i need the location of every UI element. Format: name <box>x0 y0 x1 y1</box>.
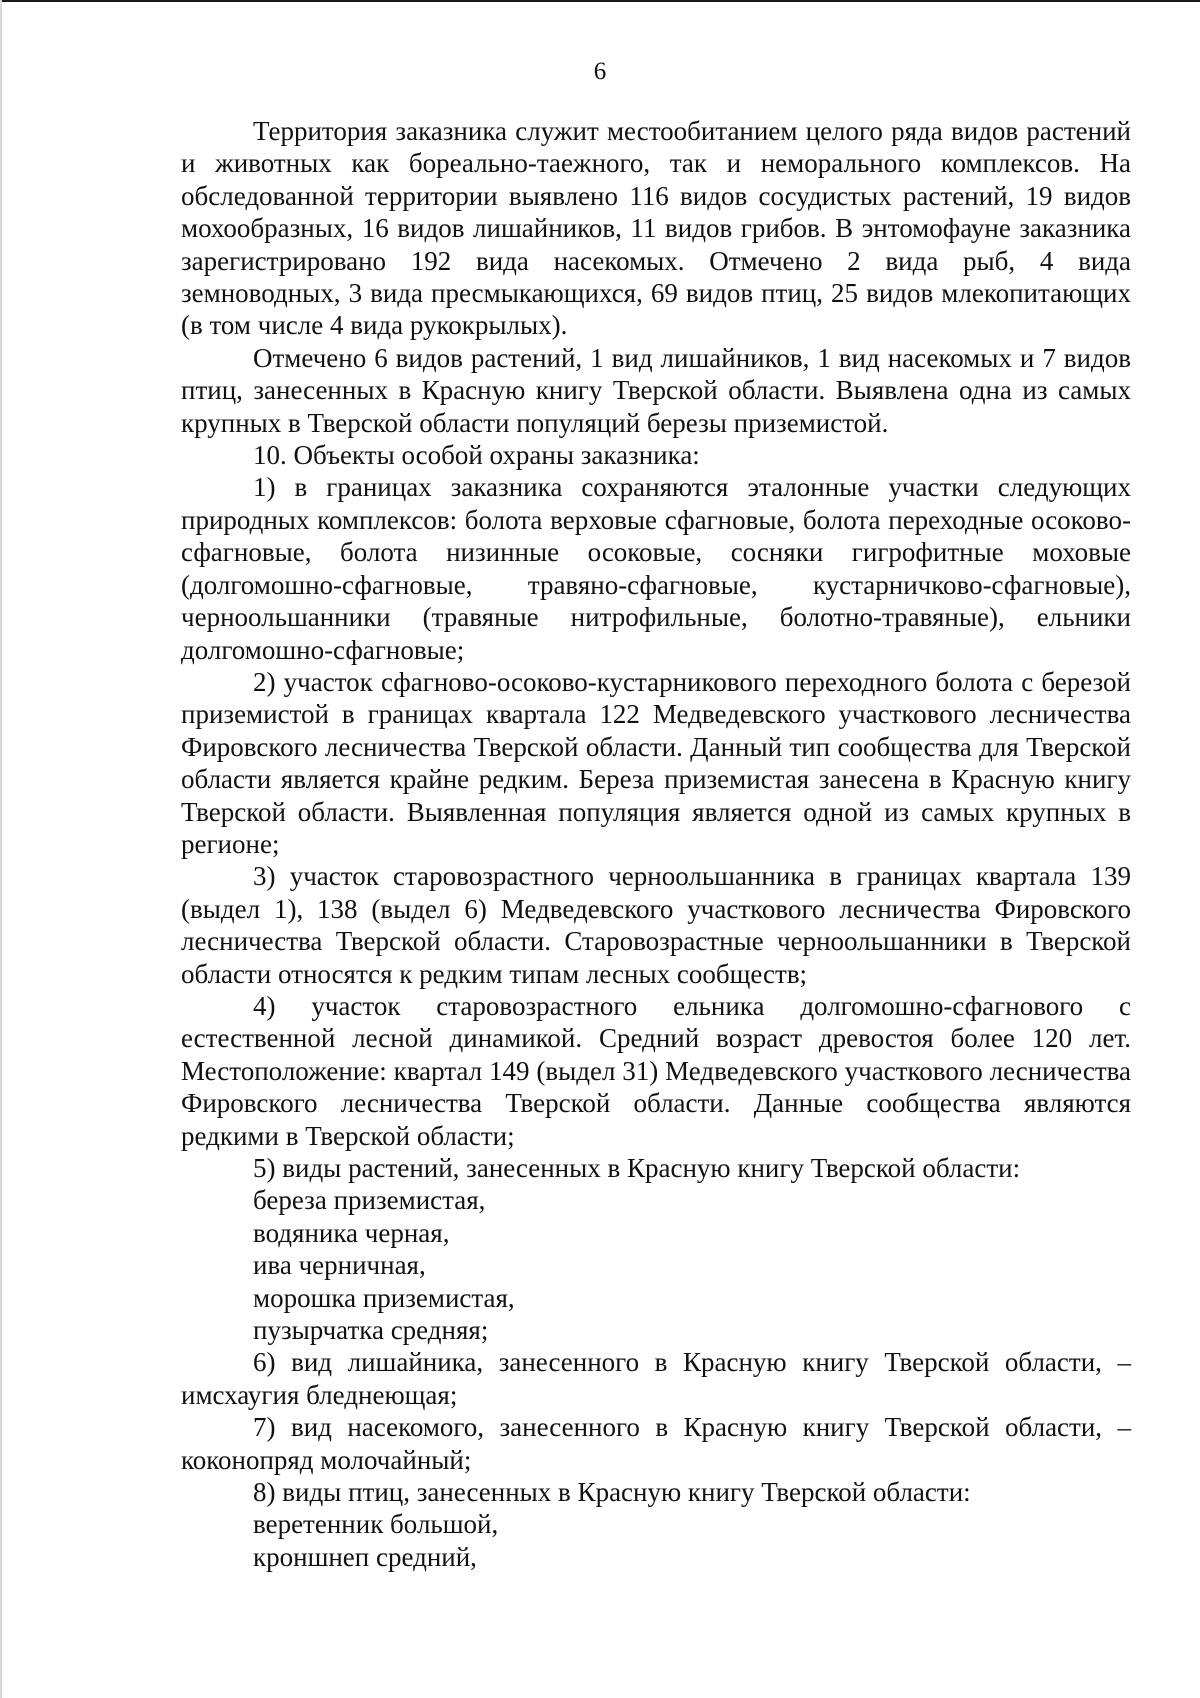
plant-species: водяника черная, <box>253 1217 450 1248</box>
plant-species: ива черничная, <box>253 1250 426 1281</box>
paragraph-red-book-summary: Отмечено 6 видов растений, 1 вид лишайников, 1 вид насекомых и 7 видов птиц, занесенных в Красную книгу Тверской области. Выявлена одна из самых крупных в Тверской области популяций березы приземистой. <box>181 342 1131 438</box>
page-number: 6 <box>593 58 607 85</box>
paragraph-territory: Территория заказника служит местообитанием целого ряда видов растений и животных как бореально-таежного, так и неморального комплексов. На обследованной территории выявлено 116 видов сосудистых растений, 19 видов мохообразных, 16 видов лишайников, 11 видов грибов. В энтомофауне заказника зарегистрировано 192 вида насекомых. Отмечено 2 вида рыб, 4 вида земноводных, 3 вида пресмыкающихся, 69 видов птиц, 25 видов млекопитающих (в том числе 4 вида рукокрылых). <box>181 116 1131 341</box>
plant-species: береза приземистая, <box>253 1185 486 1216</box>
page-top-edge <box>0 0 1200 2</box>
plant-species: пузырчатка средняя; <box>253 1315 489 1346</box>
list-item-7: 7) вид насекомого, занесенного в Красную книгу Тверской области, – коконопряд молочайный; <box>181 1412 1131 1475</box>
bird-species: веретенник большой, <box>253 1509 499 1540</box>
list-item-4: 4) участок старовозрастного ельника долгомошно-сфагнового с естественной лесной динамикой. Средний возраст древостоя более 120 лет. Местоположение: квартал 149 (выдел 31) Медведевского участкового лесничества Фировского лесничества Тверской области. Данные сообщества являются редкими в Тверской области; <box>181 990 1131 1151</box>
list-item-8: 8) виды птиц, занесенных в Красную книгу Тверской области: <box>253 1477 971 1508</box>
plant-species: морошка приземистая, <box>253 1282 515 1313</box>
document-body <box>181 115 1131 1573</box>
page-left-edge <box>0 0 2 1698</box>
section-heading-protected-objects: 10. Объекты особой охраны заказника: <box>253 440 700 471</box>
list-item-3: 3) участок старовозрастного черноольшанника в границах квартала 139 (выдел 1), 138 (выдел 6) Медведевского участкового лесничества Фировского лесничества Тверской области. Старовозрастные черноольшанники в Тверской области относятся к редким типам лесных сообществ; <box>181 861 1131 989</box>
list-item-6: 6) вид лишайника, занесенного в Красную книгу Тверской области, – имсхаугия бледнеющая; <box>181 1347 1131 1410</box>
list-item-1: 1) в границах заказника сохраняются эталонные участки следующих природных комплексов: болота верховые сфагновые, болота переходные осоково-сфагновые, болота низинные осоковые, сосняки гигрофитные моховые (долгомошно-сфагновые, травяно-сфагновые, кустарничково-сфагновые), черноольшанники (травяные нитрофильные, болотно-травяные), ельники долгомошно-сфагновые; <box>181 472 1131 665</box>
list-item-5: 5) виды растений, занесенных в Красную книгу Тверской области: <box>253 1153 1021 1183</box>
bird-species: кроншнеп средний, <box>253 1541 477 1572</box>
list-item-2: 2) участок сфагново-осоково-кустарникового переходного болота с березой приземистой в границах квартала 122 Медведевского участкового лесничества Фировского лесничества Тверской области. Данный тип сообщества для Тверской области является крайне редким. Береза приземистая занесена в Красную книгу Тверской области. Выявленная популяция является одной из самых крупных в регионе; <box>181 666 1131 859</box>
